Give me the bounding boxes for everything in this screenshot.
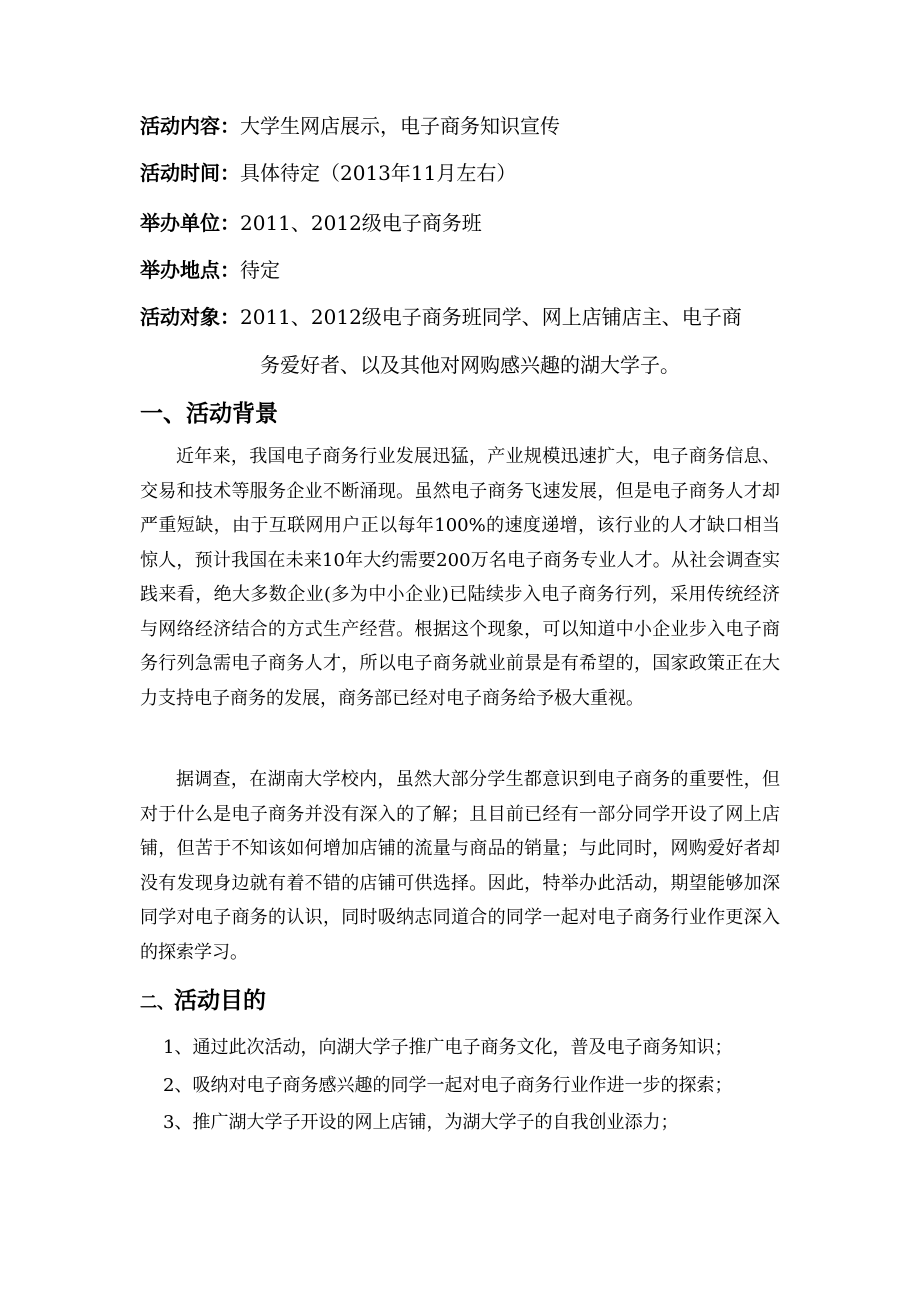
paragraph: 近年来，我国电子商务行业发展迅猛，产业规模迅速扩大，电子商务信息、交易和技术等服务企业不断涌现。虽然电子商务飞速发展，但是电子商务人才却严重短缺，由于互联网用户正以每年100%的速度递增，该行业的人才缺口相当惊人，预计我国在未来10年大约需要200万名电子商务专业人才。从社会调查实践来看，绝大多数企业(多为中小企业)已陆续步入电子商务行列，采用传统经济与网络经济结合的方式生产经营。根据这个现象，可以知道中小企业步入电子商务行列急需电子商务人才，所以电子商务就业前景是有希望的，国家政策正在大力支持电子商务的发展，商务部已经对电子商务给予极大重视。 <box>140 446 780 709</box>
meta-row-time <box>140 159 780 187</box>
section-heading-purpose <box>140 986 266 1018</box>
list-item: 3、推广湖大学子开设的网上店铺，为湖大学子的自我创业添力； <box>163 1112 679 1133</box>
meta-value: 待定 <box>240 258 280 282</box>
meta-key: 活动内容： <box>140 114 240 138</box>
meta-value: 2011、2012级电子商务班同学、网上店铺店主、电子商 <box>240 305 742 329</box>
meta-key: 活动时间： <box>140 161 240 185</box>
section-number: 二、 <box>140 993 174 1013</box>
meta-row-content <box>140 112 780 140</box>
meta-audience-continued: 务爱好者、以及其他对网购感兴趣的湖大学子。 <box>260 353 680 377</box>
section-title: 活动背景 <box>186 400 278 427</box>
purpose-list <box>163 1034 783 1147</box>
meta-key: 举办单位： <box>140 211 240 235</box>
meta-value: 大学生网店展示，电子商务知识宣传 <box>240 114 560 138</box>
section-title: 活动目的 <box>174 987 266 1014</box>
meta-value: 具体待定（2013年11月左右） <box>240 161 517 185</box>
list-item: 1、通过此次活动，向湖大学子推广电子商务文化，普及电子商务知识； <box>163 1037 733 1058</box>
meta-row-organizer <box>140 209 780 237</box>
meta-key: 活动对象： <box>140 305 240 329</box>
meta-value: 2011、2012级电子商务班 <box>240 211 482 235</box>
meta-key: 举办地点： <box>140 258 240 282</box>
section-heading-background <box>140 399 278 429</box>
meta-row-audience <box>140 303 780 331</box>
list-item: 2、吸纳对电子商务感兴趣的同学一起对电子商务行业作进一步的探索； <box>163 1074 733 1096</box>
section-number: 一、 <box>140 400 186 427</box>
meta-row-location <box>140 256 780 284</box>
paragraph: 据调查，在湖南大学校内，虽然大部分学生都意识到电子商务的重要性，但对于什么是电子商务并没有深入的了解；且目前已经有一部分同学开设了网上店铺，但苦于不知该如何增加店铺的流量与商品的销量；与此同时，网购爱好者却没有发现身边就有着不错的店铺可供选择。因此，特举办此活动，期望能够加深同学对电子商务的认识，同时吸纳志同道合的同学一起对电子商务行业作更深入的探索学习。 <box>140 769 780 963</box>
